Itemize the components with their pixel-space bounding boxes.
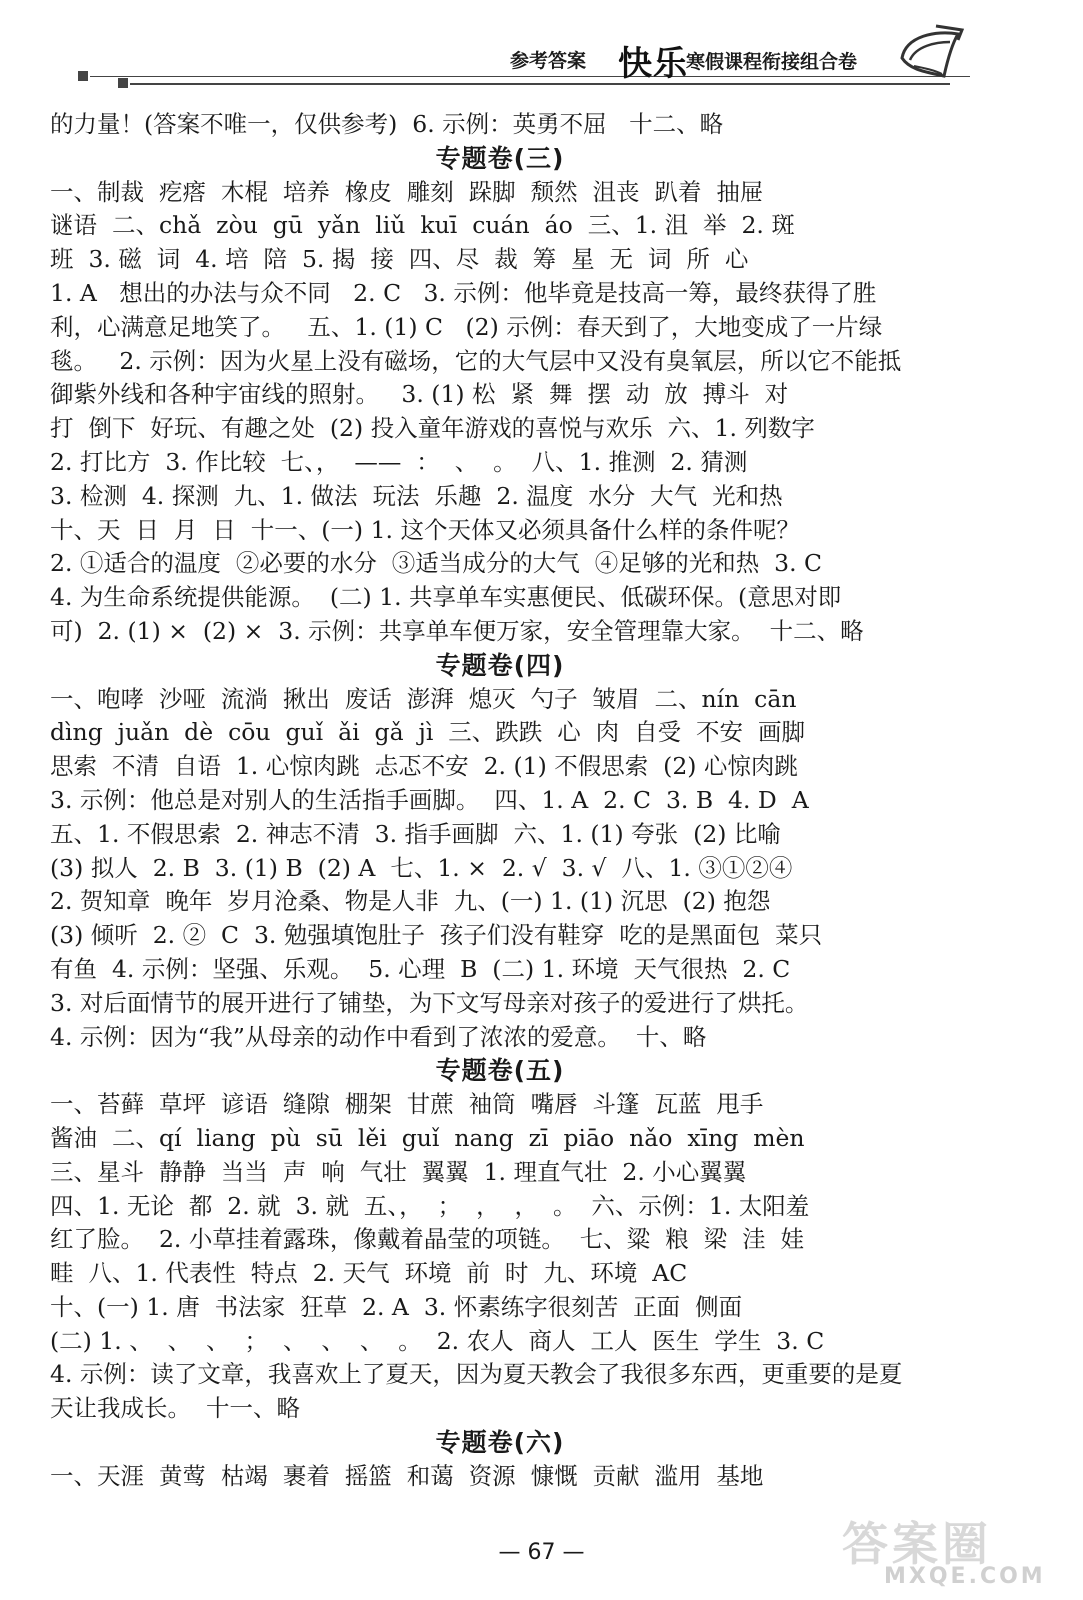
answer-line: 天让我成长。 十一、略 (50, 1394, 300, 1423)
answer-line: 五、1. 不假思索 2. 神志不清 3. 指手画脚 六、1. (1) 夸张 (2) 比喻 (50, 819, 781, 848)
answer-line: 一、天涯 黄莺 枯竭 裹着 摇篮 和蔼 资源 慷慨 贡献 滥用 基地 (50, 1461, 764, 1490)
page-header (0, 0, 1083, 100)
answer-line: 打 倒下 好玩、有趣之处 (2) 投入童年游戏的喜悦与欢乐 六、1. 列数字 (50, 414, 815, 443)
section-title: 专题卷(四) (435, 650, 565, 680)
watermark-url: MXQE.COM (884, 1564, 1046, 1589)
answer-line: 谜语 二、chǎ zòu gū yǎn liǔ kuī cuán áo 三、1. 沮 举 2. 斑 (50, 211, 795, 240)
book-icon (896, 24, 966, 86)
answer-line: 利，心满意足地笑了。 五、1. (1) C (2) 示例：春天到了，大地变成了一片绿 (50, 312, 883, 341)
answer-line: 班 3. 磁 词 4. 培 陪 5. 揭 接 四、尽 裁 筹 星 无 词 所 心 (50, 245, 749, 274)
answer-line: 4. 为生命系统提供能源。 (二) 1. 共享单车实惠便民、低碳环保。(意思对即 (50, 583, 842, 612)
answer-line: 畦 八、1. 代表性 特点 2. 天气 环境 前 时 九、环境 AC (50, 1259, 688, 1288)
answer-line: 一、苔藓 草坪 谚语 缝隙 棚架 甘蔗 袖筒 嘴唇 斗篷 瓦蓝 甩手 (50, 1090, 764, 1119)
answer-line: 三、星斗 静静 当当 声 响 气壮 翼翼 1. 理直气壮 2. 小心翼翼 (50, 1157, 747, 1186)
answer-line: 一、咆哮 沙哑 流淌 揪出 废话 澎湃 熄灭 勺子 皱眉 二、nín cān (50, 684, 797, 713)
answer-line: 十、(一) 1. 唐 书法家 狂草 2. A 3. 怀素练字很刻苦 正面 侧面 (50, 1292, 743, 1321)
page-number: — 67 — (498, 1540, 585, 1565)
answer-line: 4. 示例：读了文章，我喜欢上了夏天，因为夏天教会了我很多东西，更重要的是夏 (50, 1360, 903, 1389)
answer-line: 3. 示例：他总是对别人的生活指手画脚。 四、1. A 2. C 3. B 4. D A (50, 785, 809, 814)
answer-line: 2. ①适合的温度 ②必要的水分 ③适当成分的大气 ④足够的光和热 3. C (50, 549, 823, 578)
header-brand: 快乐 (618, 44, 688, 84)
answer-line: (3) 拟人 2. B 3. (1) B (2) A 七、1. × 2. √ 3. √ 八、1. ③①②④ (50, 853, 793, 882)
watermark-logo-text: 答案圈 (842, 1517, 992, 1571)
answer-line: 酱油 二、qí liang pù sū lěi guǐ nang zī piāo nǎo xīng mèn (50, 1123, 805, 1152)
answer-line: 可) 2. (1) × (2) × 3. 示例：共享单车便万家，安全管理靠大家。 十二、略 (50, 616, 864, 645)
header-rule (90, 76, 970, 77)
answer-line: 2. 打比方 3. 作比较 七、， —— ： 、 。 八、1. 推测 2. 猜测 (50, 447, 748, 476)
answer-line: 2. 贺知章 晚年 岁月沧桑、物是人非 九、(一) 1. (1) 沉思 (2) 抱怨 (50, 887, 771, 916)
section-title: 专题卷(三) (435, 143, 565, 173)
header-series-title: 寒假课程衔接组合卷 (686, 51, 858, 73)
header-rule (130, 83, 950, 85)
header-square-decoration (78, 71, 88, 81)
answer-line: 四、1. 无论 都 2. 就 3. 就 五、， ； ， ， 。 六、示例：1. 太阳羞 (50, 1191, 810, 1220)
answer-line: 的力量！(答案不唯一，仅供参考) 6. 示例：英勇不屈 十二、略 (50, 110, 724, 138)
section-title: 专题卷(六) (435, 1428, 565, 1458)
answer-line: 3. 检测 4. 探测 九、1. 做法 玩法 乐趣 2. 温度 水分 大气 光和热 (50, 481, 783, 510)
section-title: 专题卷(五) (435, 1056, 565, 1086)
answer-line: dìng juǎn dè cōu guǐ ǎi gǎ jì 三、跌跌 心 肉 自受 不安 画脚 (50, 718, 805, 747)
answer-line: 1. A 想出的办法与众不同 2. C 3. 示例：他毕竟是技高一筹，最终获得了胜 (50, 278, 877, 307)
answer-line: 十、天 日 月 日 十一、(一) 1. 这个天体又必须具备什么样的条件呢？ (50, 515, 800, 544)
header-answer-label: 参考答案 (510, 50, 587, 72)
answer-line: 思索 不清 自语 1. 心惊肉跳 忐忑不安 2. (1) 不假思索 (2) 心惊肉跳 (50, 752, 798, 781)
answer-line: 毯。 2. 示例：因为火星上没有磁场，它的大气层中又没有臭氧层，所以它不能抵 (50, 346, 902, 375)
answer-content (50, 108, 950, 1494)
answer-line: 御紫外线和各种宇宙线的照射。 3. (1) 松 紧 舞 摆 动 放 搏斗 对 (50, 380, 789, 409)
header-square-decoration (118, 78, 128, 88)
answer-line: 红了脸。 2. 小草挂着露珠，像戴着晶莹的项链。 七、粱 粮 梁 洼 娃 (50, 1225, 805, 1254)
answer-line: 3. 对后面情节的展开进行了铺垫，为下文写母亲对孩子的爱进行了烘托。 (50, 988, 809, 1017)
answer-line: 有鱼 4. 示例：坚强、乐观。 5. 心理 B (二) 1. 环境 天气很热 2. C (50, 954, 791, 983)
answer-line: (二) 1. 、 、 、 ； 、 、 、 。 2. 农人 商人 工人 医生 学生 3. C (50, 1326, 825, 1355)
answer-line: 一、制裁 疙瘩 木棍 培养 橡皮 雕刻 跺脚 颓然 沮丧 趴着 抽屉 (50, 177, 764, 206)
answer-line: (3) 倾听 2. ② C 3. 勉强填饱肚子 孩子们没有鞋穿 吃的是黑面包 菜只 (50, 921, 823, 950)
answer-line: 4. 示例：因为“我”从母亲的动作中看到了浓浓的爱意。 十、略 (50, 1022, 707, 1051)
